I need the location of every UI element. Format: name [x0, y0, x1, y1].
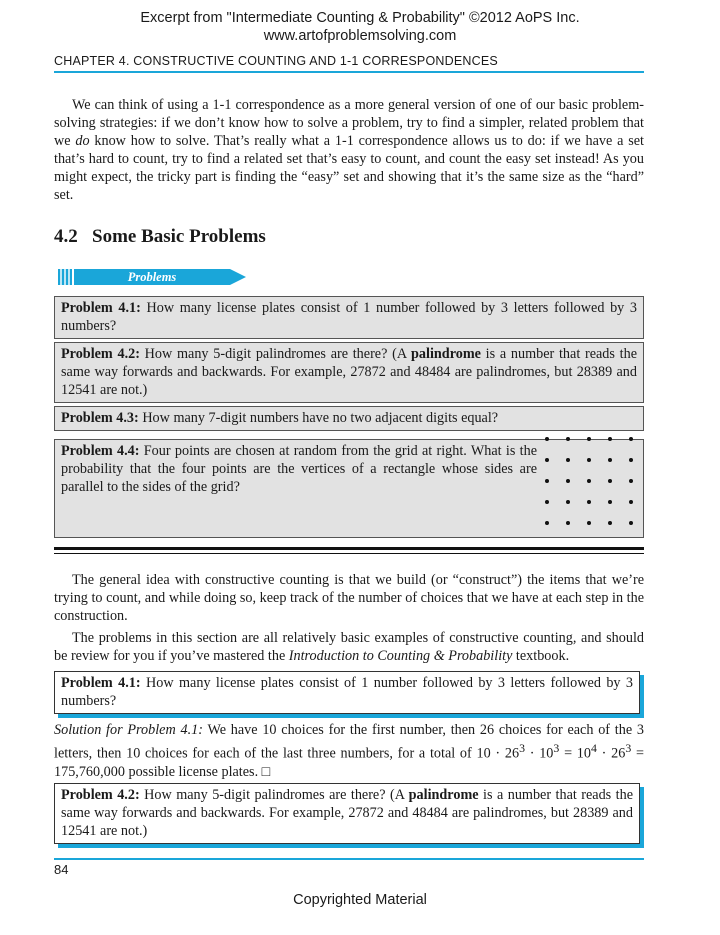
grid-dot	[608, 437, 612, 441]
problem-text: How many 7-digit numbers have no two adjacent digits equal?	[138, 410, 499, 426]
problem-label: Problem 4.2:	[61, 346, 140, 362]
problem-text: How many 5-digit palindromes are there? (A	[139, 346, 412, 362]
grid-dot	[608, 458, 612, 462]
problem-text: How many license plates consist of 1 number followed by 3 letters followed by 3 numbers?	[61, 300, 638, 334]
problem-label: Problem 4.1:	[61, 675, 141, 691]
grid-dot	[545, 458, 549, 462]
problem-box-4-3	[54, 406, 644, 431]
grid-dot	[629, 479, 633, 483]
exponent: 3	[625, 741, 632, 755]
solution-text: · 26	[596, 745, 626, 762]
solution-text: = 175,760,000 possible license plates. □	[54, 745, 644, 780]
grid-dot	[587, 437, 591, 441]
problem-label: Problem 4.1:	[61, 300, 141, 316]
grid-dot	[545, 479, 549, 483]
grid-dot	[566, 479, 570, 483]
problem-label: Problem 4.3:	[61, 410, 139, 426]
banner-arrow-icon	[230, 269, 246, 285]
intro-text-1: We can think of using a 1-1 correspondence as a more general version of one of our basic problem-solving strategies: if we don’t know how to solve a problem, try to find a simpler, related problem that we	[54, 97, 644, 149]
problem-4-4-text	[61, 442, 537, 496]
exponent: 3	[519, 741, 525, 755]
excerpt-notice	[0, 9, 720, 45]
excerpt-url: www.artofproblemsolving.com	[263, 28, 457, 44]
solution-4-1	[54, 721, 644, 781]
grid-dot	[587, 500, 591, 504]
exponent: 3	[553, 741, 560, 755]
banner-label: Problems	[127, 270, 177, 284]
problem-text: is a number that reads the same way forwards and backwards. For example, 27872 and 48484 are palindromes, but 28389 and 12541 are not.)	[61, 787, 634, 839]
solution-label: Solution for Problem 4.1:	[54, 722, 203, 738]
grid-dot	[629, 521, 633, 525]
exponent: 4	[591, 741, 597, 755]
problem-label: Problem 4.2:	[61, 787, 140, 803]
header-rule	[54, 71, 644, 73]
grid-dot	[545, 521, 549, 525]
grid-dot	[566, 521, 570, 525]
intro-paragraph	[54, 96, 644, 204]
problem-text: How many 5-digit palindromes are there? (A	[139, 787, 409, 803]
problem-text: is a number that reads the same way forwards and backwards. For example, 27872 and 48484 are palindromes, but 28389 and 12541 are not.)	[61, 346, 637, 398]
problem-box-4-2	[54, 342, 644, 403]
problem-term: palindrome	[411, 346, 481, 362]
grid-dot	[545, 437, 549, 441]
section-rule-thick	[54, 547, 644, 550]
problem-text: Four points are chosen at random from the grid at right. What is the probability that the four points are the vertices of a rectangle whose sides are parallel to the sides of the grid?	[61, 443, 537, 495]
chapter-header: CHAPTER 4. CONSTRUCTIVE COUNTING AND 1-1 CORRESPONDENCES	[54, 54, 498, 68]
footer-rule	[54, 858, 644, 860]
section-rule-thin	[54, 553, 644, 554]
intro-emphasis: do	[75, 133, 90, 149]
grid-dot	[587, 458, 591, 462]
problem-term: palindrome	[408, 787, 479, 803]
body-paragraph-1: The general idea with constructive counting is that we build (or “construct”) the items that we’re trying to count, and while doing so, keep track of the number of choices that we have at each step in the construction.	[54, 572, 644, 624]
copyright-notice: Copyrighted Material	[293, 892, 427, 908]
book-title: Introduction to Counting & Probability	[288, 648, 513, 664]
grid-dot	[566, 437, 570, 441]
solution-text: We have 10 choices for the first number, then 26 choices for each of the 3 letters, then 10 choices for each of the last three numbers, for a total of 10 · 26	[54, 722, 644, 762]
excerpt-line-1: Excerpt from "Intermediate Counting & Probability" ©2012 AoPS Inc.	[140, 10, 580, 26]
dot-grid	[545, 437, 641, 533]
banner-stripes	[58, 269, 72, 285]
solved-problem-4-2	[54, 783, 640, 844]
grid-dot	[587, 479, 591, 483]
problems-banner	[58, 266, 248, 288]
grid-dot	[587, 521, 591, 525]
body-paragraph-2	[54, 629, 644, 665]
body-text-2: textbook.	[512, 648, 570, 664]
problem-text: How many license plates consist of 1 number followed by 3 letters followed by 3 numbers?	[61, 675, 634, 709]
grid-dot	[566, 500, 570, 504]
problem-label: Problem 4.4:	[61, 443, 140, 459]
page-number: 84	[54, 862, 69, 877]
grid-dot	[629, 458, 633, 462]
section-heading: 4.2 Some Basic Problems	[54, 226, 266, 247]
grid-dot	[566, 458, 570, 462]
grid-dot	[608, 500, 612, 504]
problem-box-4-1	[54, 296, 644, 339]
intro-text-2: know how to solve. That’s really what a 1-1 correspondence allows us to do: if we have a set that’s hard to count, try to find a related set that’s easy to count, and count the easy set instead! As you might expect, the tricky part is finding the “easy” set and showing that it’s the same size as the “hard” set.	[54, 133, 644, 203]
grid-dot	[629, 437, 633, 441]
grid-dot	[545, 500, 549, 504]
body-text-1: The problems in this section are all relatively basic examples of constructive counting, and should be review for you if you’ve mastered the	[54, 630, 644, 664]
solution-text: = 10	[559, 745, 591, 762]
solved-problem-4-1	[54, 671, 640, 714]
grid-dot	[608, 521, 612, 525]
grid-dot	[629, 500, 633, 504]
grid-dot	[608, 479, 612, 483]
solution-text: · 10	[525, 745, 554, 762]
